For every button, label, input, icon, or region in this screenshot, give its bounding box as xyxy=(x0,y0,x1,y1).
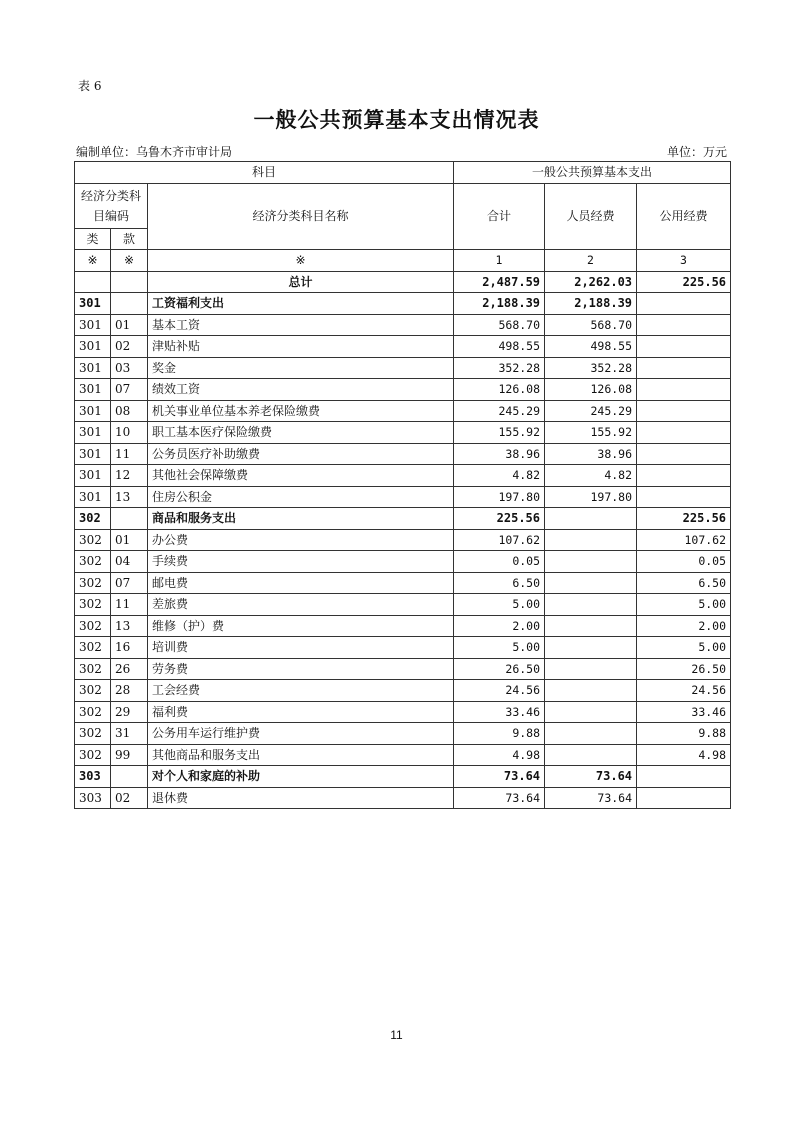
table-row xyxy=(75,529,731,551)
row-item: 11 xyxy=(111,594,148,616)
row-personnel: 73.64 xyxy=(545,766,637,788)
row-category: 301 xyxy=(75,400,111,422)
header-item: 款 xyxy=(111,228,148,250)
row-public: 24.56 xyxy=(637,680,731,702)
row-name: 差旅费 xyxy=(148,594,454,616)
row-total: 2.00 xyxy=(454,615,545,637)
row-category: 301 xyxy=(75,314,111,336)
row-name: 其他商品和服务支出 xyxy=(148,744,454,766)
row-public xyxy=(637,293,731,315)
row-item xyxy=(111,508,148,530)
row-personnel xyxy=(545,594,637,616)
row-category: 303 xyxy=(75,766,111,788)
row-category: 301 xyxy=(75,443,111,465)
row-public xyxy=(637,422,731,444)
row-name: 退休费 xyxy=(148,787,454,809)
table-row xyxy=(75,572,731,594)
header-total: 合计 xyxy=(454,183,545,250)
table-row xyxy=(75,723,731,745)
table-row xyxy=(75,465,731,487)
row-total: 73.64 xyxy=(454,787,545,809)
col-index-2: 2 xyxy=(545,250,637,272)
row-total: 352.28 xyxy=(454,357,545,379)
unit-label: 单位：万元 xyxy=(666,145,727,159)
table-row xyxy=(75,314,731,336)
row-public xyxy=(637,379,731,401)
row-personnel: 2,188.39 xyxy=(545,293,637,315)
row-category: 302 xyxy=(75,680,111,702)
row-name: 绩效工资 xyxy=(148,379,454,401)
row-total: 26.50 xyxy=(454,658,545,680)
total-personnel: 2,262.03 xyxy=(545,271,637,293)
row-personnel xyxy=(545,680,637,702)
total-total: 2,487.59 xyxy=(454,271,545,293)
row-public: 5.00 xyxy=(637,637,731,659)
budget-table xyxy=(74,161,731,809)
row-item: 01 xyxy=(111,314,148,336)
row-total: 5.00 xyxy=(454,637,545,659)
row-total: 568.70 xyxy=(454,314,545,336)
mark-cell: ※ xyxy=(111,250,148,272)
row-name: 职工基本医疗保险缴费 xyxy=(148,422,454,444)
row-public: 5.00 xyxy=(637,594,731,616)
row-personnel xyxy=(545,529,637,551)
row-public xyxy=(637,443,731,465)
row-personnel xyxy=(545,615,637,637)
table-row xyxy=(75,443,731,465)
row-personnel: 568.70 xyxy=(545,314,637,336)
row-total: 2,188.39 xyxy=(454,293,545,315)
row-item: 02 xyxy=(111,787,148,809)
row-public xyxy=(637,357,731,379)
table-row xyxy=(75,379,731,401)
row-total: 245.29 xyxy=(454,400,545,422)
row-category: 302 xyxy=(75,615,111,637)
row-name: 维修（护）费 xyxy=(148,615,454,637)
row-item: 13 xyxy=(111,615,148,637)
row-public: 26.50 xyxy=(637,658,731,680)
row-personnel xyxy=(545,508,637,530)
total-item xyxy=(111,271,148,293)
row-category: 301 xyxy=(75,422,111,444)
row-item: 07 xyxy=(111,572,148,594)
header-category: 类 xyxy=(75,228,111,250)
row-name: 住房公积金 xyxy=(148,486,454,508)
table-row xyxy=(75,744,731,766)
row-category: 302 xyxy=(75,744,111,766)
row-public: 33.46 xyxy=(637,701,731,723)
table-row xyxy=(75,508,731,530)
row-name: 公务员医疗补助缴费 xyxy=(148,443,454,465)
row-total: 73.64 xyxy=(454,766,545,788)
row-personnel: 197.80 xyxy=(545,486,637,508)
row-category: 302 xyxy=(75,594,111,616)
row-item: 08 xyxy=(111,400,148,422)
row-name: 机关事业单位基本养老保险缴费 xyxy=(148,400,454,422)
row-item: 10 xyxy=(111,422,148,444)
row-public: 9.88 xyxy=(637,723,731,745)
org-label: 编制单位：乌鲁木齐市审计局 xyxy=(76,145,233,159)
col-index-3: 3 xyxy=(637,250,731,272)
row-personnel xyxy=(545,637,637,659)
total-public: 225.56 xyxy=(637,271,731,293)
row-item: 28 xyxy=(111,680,148,702)
header-row-1 xyxy=(75,162,731,184)
col-index-1: 1 xyxy=(454,250,545,272)
row-total: 38.96 xyxy=(454,443,545,465)
table-row xyxy=(75,551,731,573)
table-row xyxy=(75,701,731,723)
table-row xyxy=(75,486,731,508)
row-total: 5.00 xyxy=(454,594,545,616)
row-item: 02 xyxy=(111,336,148,358)
row-name: 公务用车运行维护费 xyxy=(148,723,454,745)
row-total: 6.50 xyxy=(454,572,545,594)
row-category: 302 xyxy=(75,701,111,723)
header-name: 经济分类科目名称 xyxy=(148,183,454,250)
row-personnel: 126.08 xyxy=(545,379,637,401)
table-label: 表 6 xyxy=(78,79,102,93)
row-total: 4.82 xyxy=(454,465,545,487)
row-name: 津贴补贴 xyxy=(148,336,454,358)
row-item xyxy=(111,766,148,788)
row-public xyxy=(637,766,731,788)
row-name: 培训费 xyxy=(148,637,454,659)
row-category: 301 xyxy=(75,336,111,358)
row-personnel xyxy=(545,658,637,680)
row-category: 302 xyxy=(75,529,111,551)
row-public: 2.00 xyxy=(637,615,731,637)
header-row-5 xyxy=(75,250,731,272)
row-name: 对个人和家庭的补助 xyxy=(148,766,454,788)
table-row xyxy=(75,293,731,315)
row-total: 9.88 xyxy=(454,723,545,745)
row-personnel xyxy=(545,744,637,766)
row-category: 301 xyxy=(75,486,111,508)
row-public xyxy=(637,314,731,336)
row-name: 基本工资 xyxy=(148,314,454,336)
row-category: 302 xyxy=(75,572,111,594)
row-name: 工会经费 xyxy=(148,680,454,702)
row-total: 4.98 xyxy=(454,744,545,766)
row-public xyxy=(637,400,731,422)
row-item: 04 xyxy=(111,551,148,573)
row-item: 07 xyxy=(111,379,148,401)
row-public: 4.98 xyxy=(637,744,731,766)
row-public: 225.56 xyxy=(637,508,731,530)
row-personnel: 4.82 xyxy=(545,465,637,487)
row-item: 13 xyxy=(111,486,148,508)
row-public: 0.05 xyxy=(637,551,731,573)
table-row xyxy=(75,336,731,358)
row-total: 107.62 xyxy=(454,529,545,551)
header-personnel: 人员经费 xyxy=(545,183,637,250)
row-item: 26 xyxy=(111,658,148,680)
table-row xyxy=(75,615,731,637)
row-name: 商品和服务支出 xyxy=(148,508,454,530)
row-public xyxy=(637,336,731,358)
row-personnel xyxy=(545,551,637,573)
row-name: 其他社会保障缴费 xyxy=(148,465,454,487)
row-category: 302 xyxy=(75,637,111,659)
total-row xyxy=(75,271,731,293)
row-total: 197.80 xyxy=(454,486,545,508)
row-name: 劳务费 xyxy=(148,658,454,680)
table-row xyxy=(75,766,731,788)
row-total: 498.55 xyxy=(454,336,545,358)
row-personnel: 155.92 xyxy=(545,422,637,444)
row-personnel: 38.96 xyxy=(545,443,637,465)
row-name: 邮电费 xyxy=(148,572,454,594)
row-public: 107.62 xyxy=(637,529,731,551)
row-name: 奖金 xyxy=(148,357,454,379)
table-row xyxy=(75,658,731,680)
row-total: 126.08 xyxy=(454,379,545,401)
row-name: 办公费 xyxy=(148,529,454,551)
row-item: 29 xyxy=(111,701,148,723)
row-total: 0.05 xyxy=(454,551,545,573)
row-item: 12 xyxy=(111,465,148,487)
total-cat xyxy=(75,271,111,293)
header-public: 公用经费 xyxy=(637,183,731,250)
page-number: 11 xyxy=(390,1028,403,1042)
row-public xyxy=(637,465,731,487)
row-item: 01 xyxy=(111,529,148,551)
row-total: 155.92 xyxy=(454,422,545,444)
row-personnel: 73.64 xyxy=(545,787,637,809)
row-personnel xyxy=(545,723,637,745)
row-category: 303 xyxy=(75,787,111,809)
row-personnel xyxy=(545,572,637,594)
table-row xyxy=(75,594,731,616)
table-row xyxy=(75,787,731,809)
row-name: 福利费 xyxy=(148,701,454,723)
row-public xyxy=(637,787,731,809)
row-personnel: 498.55 xyxy=(545,336,637,358)
row-item: 16 xyxy=(111,637,148,659)
row-total: 24.56 xyxy=(454,680,545,702)
row-category: 301 xyxy=(75,465,111,487)
row-item: 99 xyxy=(111,744,148,766)
row-name: 手续费 xyxy=(148,551,454,573)
page-title: 一般公共预算基本支出情况表 xyxy=(253,108,540,132)
table-row xyxy=(75,400,731,422)
row-item: 11 xyxy=(111,443,148,465)
row-item: 03 xyxy=(111,357,148,379)
row-personnel: 352.28 xyxy=(545,357,637,379)
row-category: 302 xyxy=(75,508,111,530)
total-label: 总计 xyxy=(148,271,454,293)
row-public xyxy=(637,486,731,508)
row-category: 301 xyxy=(75,357,111,379)
mark-cell: ※ xyxy=(148,250,454,272)
row-category: 302 xyxy=(75,723,111,745)
row-item: 31 xyxy=(111,723,148,745)
row-personnel: 245.29 xyxy=(545,400,637,422)
table-row xyxy=(75,680,731,702)
header-code: 经济分类科目编码 xyxy=(75,183,148,228)
row-category: 302 xyxy=(75,551,111,573)
table-row xyxy=(75,637,731,659)
row-category: 302 xyxy=(75,658,111,680)
row-total: 225.56 xyxy=(454,508,545,530)
row-total: 33.46 xyxy=(454,701,545,723)
table-row xyxy=(75,357,731,379)
row-public: 6.50 xyxy=(637,572,731,594)
row-personnel xyxy=(545,701,637,723)
table-row xyxy=(75,422,731,444)
row-category: 301 xyxy=(75,293,111,315)
row-name: 工资福利支出 xyxy=(148,293,454,315)
row-category: 301 xyxy=(75,379,111,401)
header-subject: 科目 xyxy=(75,162,454,184)
mark-cell: ※ xyxy=(75,250,111,272)
header-expenditure: 一般公共预算基本支出 xyxy=(454,162,731,184)
row-item xyxy=(111,293,148,315)
